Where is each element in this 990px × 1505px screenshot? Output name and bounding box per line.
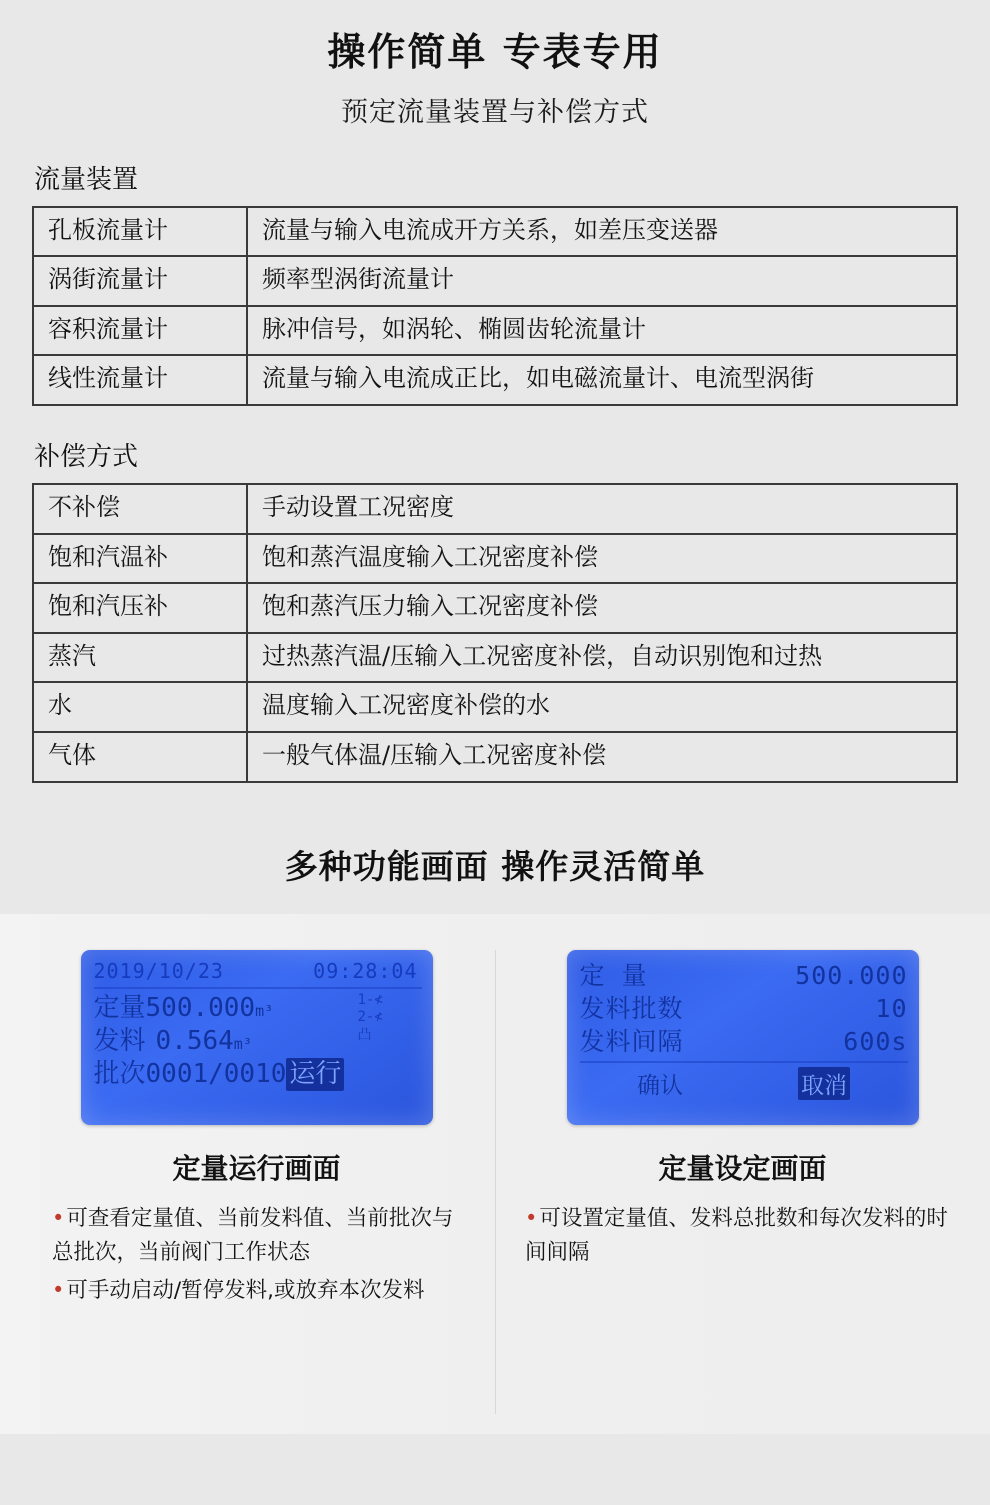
table-row — [33, 583, 957, 633]
table-cell-key: 蒸汽 — [33, 633, 247, 683]
lcd-cancel-button[interactable]: 取消 — [798, 1067, 850, 1100]
table-cell-key: 线性流量计 — [33, 355, 247, 405]
lcd-set-batches-label: 发料批数 — [579, 993, 684, 1023]
lcd-quantity-unit: m³ — [255, 1001, 274, 1020]
table-row — [33, 306, 957, 356]
table-row — [33, 207, 957, 257]
lcd-separator — [94, 987, 422, 989]
bullet-text: 可查看定量值、当前发料值、当前批次与总批次，当前阀门工作状态 — [52, 1205, 454, 1266]
screen-right-bullets — [495, 1201, 990, 1272]
lcd-separator — [580, 1061, 908, 1063]
bullet-text: 可手动启动/暂停发料,或放弃本次发料 — [66, 1278, 425, 1304]
lcd-valve2-indicator: 2-≮ — [357, 1009, 383, 1026]
table-cell-key: 气体 — [33, 732, 247, 782]
table-cell-value: 脉冲信号，如涡轮、椭圆齿轮流量计 — [247, 306, 957, 356]
screen-right-column — [495, 950, 990, 1311]
table-cell-value: 过热蒸汽温/压输入工况密度补偿，自动识别饱和过热 — [247, 633, 957, 683]
table-row — [33, 682, 957, 732]
lcd-time: 09:28:04 — [313, 958, 418, 983]
lcd-quantity-label: 定量 — [93, 992, 146, 1023]
table-cell-value: 一般气体温/压输入工况密度补偿 — [247, 732, 957, 782]
table-cell-value: 温度输入工况密度补偿的水 — [247, 682, 957, 732]
table-cell-value: 饱和蒸汽温度输入工况密度补偿 — [247, 534, 957, 584]
table-cell-key: 饱和汽压补 — [33, 583, 247, 633]
lcd-set-interval-label: 发料间隔 — [579, 1027, 684, 1057]
lcd-batch-label: 批次 — [93, 1059, 146, 1090]
compensation-table — [32, 483, 958, 783]
table-cell-value: 手动设置工况密度 — [247, 484, 957, 534]
page-title: 操作简单 专表专用 — [327, 30, 663, 74]
table-row — [33, 732, 957, 782]
lcd-set-interval-value: 600s — [843, 1027, 908, 1057]
lcd-valve3-indicator: 凸 — [357, 1026, 372, 1043]
table-row — [33, 484, 957, 534]
flow-device-table — [32, 206, 958, 406]
lcd-set-batches-value: 10 — [875, 993, 908, 1023]
lcd-batch-value: 0001/0010 — [145, 1059, 287, 1090]
table-cell-key: 不补偿 — [33, 484, 247, 534]
lcd-run-screen — [81, 950, 433, 1125]
table-row — [33, 256, 957, 306]
table-row — [33, 355, 957, 405]
bullet-dot-icon: • — [52, 1278, 65, 1303]
table-cell-key: 孔板流量计 — [33, 207, 247, 257]
bullet-text: 可设置定量值、发料总批数和每次发料的时间间隔 — [525, 1205, 948, 1266]
section-title-screens: 多种功能画面 操作灵活简单 — [284, 846, 706, 886]
table-cell-key: 水 — [33, 682, 247, 732]
screen-left-bullets — [18, 1201, 495, 1309]
bullet-dot-icon: • — [525, 1205, 538, 1230]
lcd-setting-screen — [567, 950, 919, 1125]
table-cell-value: 饱和蒸汽压力输入工况密度补偿 — [247, 583, 957, 633]
lcd-date: 2019/10/23 — [93, 958, 224, 983]
table-cell-value: 频率型涡街流量计 — [247, 256, 957, 306]
table-cell-key: 饱和汽温补 — [33, 534, 247, 584]
table-cell-key: 涡街流量计 — [33, 256, 247, 306]
screen-left-column — [0, 950, 495, 1311]
lcd-set-quantity-value: 500.000 — [795, 960, 908, 990]
screen-right-caption: 定量设定画面 — [658, 1151, 827, 1185]
lcd-set-quantity-label: 定 量 — [579, 960, 648, 990]
screen-left-caption: 定量运行画面 — [172, 1151, 341, 1185]
table-cell-value: 流量与输入电流成正比，如电磁流量计、电流型涡街 — [247, 355, 957, 405]
bullet-dot-icon: • — [52, 1205, 65, 1230]
table-cell-key: 容积流量计 — [33, 306, 247, 356]
table-row — [33, 534, 957, 584]
flow-device-label: 流量装置 — [34, 164, 139, 195]
lcd-dispense-value: 0.564 — [155, 1025, 234, 1056]
lcd-dispense-label: 发料 — [93, 1025, 146, 1056]
lcd-dispense-unit: m³ — [233, 1034, 252, 1053]
table-cell-value: 流量与输入电流成开方关系，如差压变送器 — [247, 207, 957, 257]
lcd-valve1-indicator: 1-≮ — [357, 991, 383, 1008]
lcd-confirm-button[interactable]: 确认 — [637, 1073, 683, 1100]
screens-panel — [0, 914, 990, 1434]
compensation-label: 补偿方式 — [34, 441, 139, 472]
lcd-quantity-value: 500.000 — [145, 992, 256, 1023]
page-subtitle: 预定流量装置与补偿方式 — [341, 96, 649, 128]
lcd-run-status: 运行 — [286, 1058, 344, 1091]
table-row — [33, 633, 957, 683]
